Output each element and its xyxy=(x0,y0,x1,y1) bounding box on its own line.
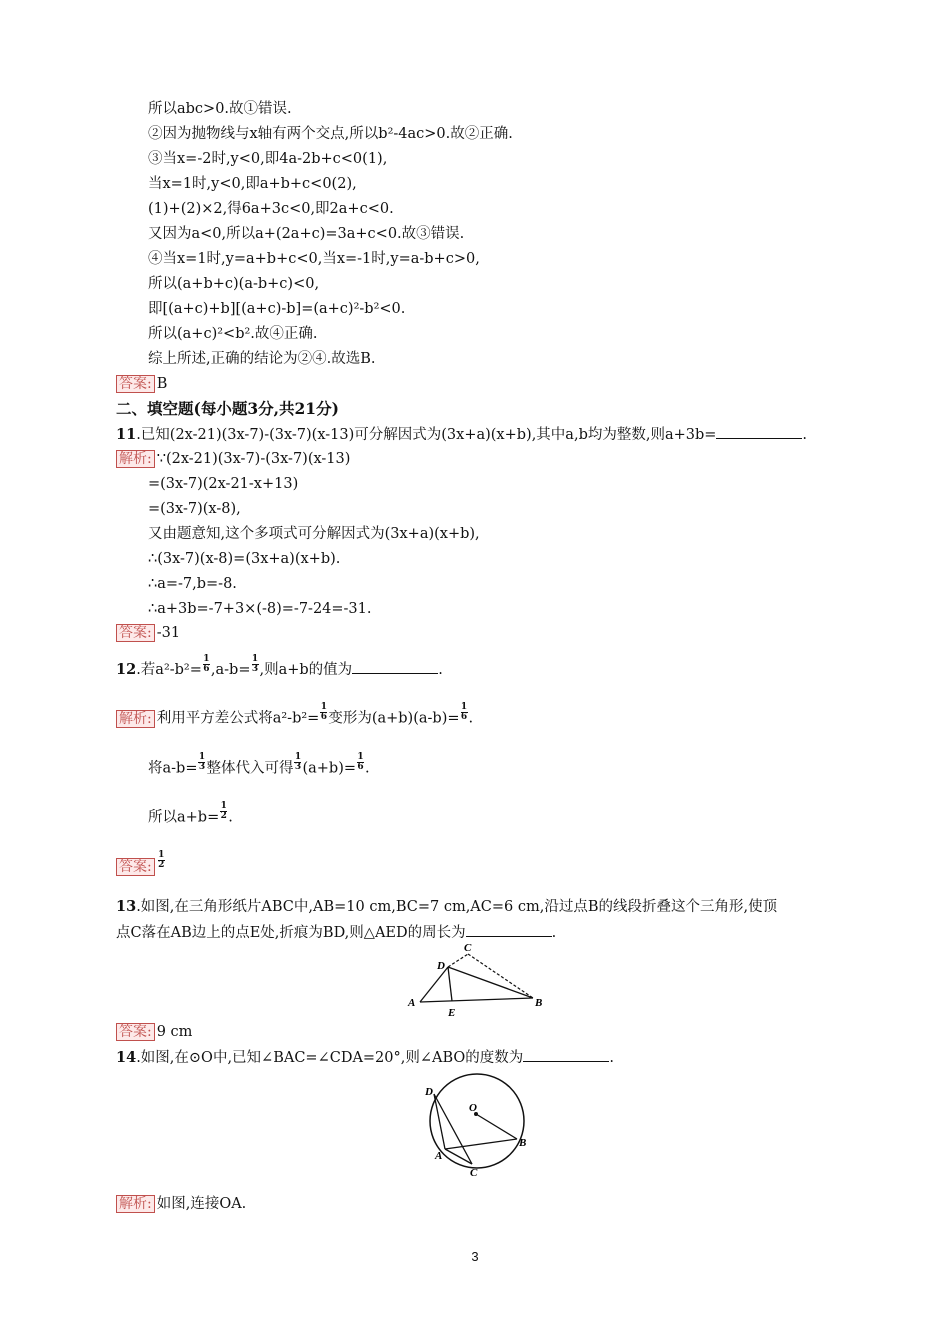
chord-ab xyxy=(445,1139,517,1149)
q12-stem: 12.若a²-b²= $\frac{1}{6}$ ,a-b= $\frac{1}{3}$ ,则a+b的值为 . xyxy=(116,653,443,678)
answer-tag: 答案: xyxy=(116,624,155,642)
q14-stem: 14.如图,在⊙O中,已知∠BAC=∠CDA=20°,则∠ABO的度数为 . xyxy=(116,1049,614,1066)
fraction: $\frac{1}{3}$ xyxy=(198,752,206,772)
page-number: 3 xyxy=(471,1249,479,1264)
q11-answer: -31 xyxy=(156,625,181,641)
analysis-tag: 解析: xyxy=(116,1195,155,1213)
circle-figure xyxy=(420,1064,540,1179)
q11-sol-2: =(3x-7)(2x-21-x+13) xyxy=(148,476,299,492)
label-o: O xyxy=(469,1102,477,1114)
sol-line-9: 即[(a+c)+b][(a+c)-b]=(a+c)²-b²<0. xyxy=(148,301,406,317)
radius-ob xyxy=(476,1114,517,1139)
label-a: A xyxy=(435,1150,443,1162)
q13-stem-1: 13.如图,在三角形纸片ABC中,AB=10 cm,BC=7 cm,AC=6 cm,沿过点B的线段折叠这个三角形,使顶 xyxy=(116,898,778,915)
sol-line-7: ④当x=1时,y=a+b+c<0,当x=-1时,y=a-b+c>0, xyxy=(148,251,480,267)
label-e: E xyxy=(448,1007,456,1019)
answer-tag: 答案: xyxy=(116,375,155,393)
q12-sol-2: 将a-b= $\frac{1}{3}$ 整体代入可得 $\frac{1}{3}$ (a+b)= $\frac{1}{6}$ . xyxy=(148,752,370,777)
q12-sol-3: 所以a+b= $\frac{1}{2}$ . xyxy=(148,801,233,826)
fraction: $\frac{1}{2}$ xyxy=(220,801,227,821)
triangle-figure xyxy=(400,940,550,1020)
q13-stem-2: 点C落在AB边上的点E处,折痕为BD,则△AED的周长为 . xyxy=(116,925,557,941)
fraction: $\frac{1}{3}$ xyxy=(251,653,259,674)
q12-answer-row xyxy=(116,850,166,876)
q13-answer: 9 cm xyxy=(156,1024,193,1040)
q13-answer-row xyxy=(116,1023,192,1041)
sol-line-2: ②因为抛物线与x轴有两个交点,所以b²-4ac>0.故②正确. xyxy=(148,126,513,142)
q11-sol-3: =(3x-7)(x-8), xyxy=(148,501,241,517)
q12-answer-fraction: $\frac{1}{2}$ xyxy=(158,850,165,870)
label-c: C xyxy=(464,942,472,954)
sol-line-1: 所以abc>0.故①错误. xyxy=(148,101,292,117)
q11-sol-4: 又由题意知,这个多项式可分解因式为(3x+a)(x+b), xyxy=(148,526,480,542)
segment-db xyxy=(448,967,533,998)
fraction: $\frac{1}{6}$ xyxy=(320,702,327,722)
label-c: C xyxy=(470,1167,478,1179)
answer-blank[interactable] xyxy=(716,425,802,439)
label-d: D xyxy=(425,1086,433,1098)
segment-cb xyxy=(468,954,533,998)
answer-tag: 答案: xyxy=(116,858,155,876)
fraction: $\frac{1}{6}$ xyxy=(460,702,468,722)
answer-blank[interactable] xyxy=(523,1048,609,1062)
segment-dc xyxy=(448,954,468,967)
q10-answer: B xyxy=(156,376,168,392)
label-b: B xyxy=(519,1137,527,1149)
q14-sol: 解析: 如图,连接OA. xyxy=(116,1195,246,1213)
q10-answer-row xyxy=(116,375,167,393)
q12-sol-1: 解析: 利用平方差公式将a²-b²= $\frac{1}{6}$ 变形为(a+b)(a-b)= $\frac{1}{6}$ . xyxy=(116,709,473,728)
q11-sol-7: ∴a+3b=-7+3×(-8)=-7-24=-31. xyxy=(148,601,372,617)
fraction: $\frac{1}{6}$ xyxy=(203,653,210,674)
q11-sol-6: ∴a=-7,b=-8. xyxy=(148,576,237,592)
fraction: $\frac{1}{6}$ xyxy=(357,752,364,772)
analysis-tag: 解析: xyxy=(116,450,155,468)
sol-line-5: (1)+(2)×2,得6a+3c<0,即2a+c<0. xyxy=(148,201,394,217)
sol-line-11: 综上所述,正确的结论为②④.故选B. xyxy=(148,351,376,367)
segment-ad xyxy=(420,967,448,1002)
circle-o xyxy=(430,1074,527,1168)
q11-sol-1: 解析: ∵(2x-21)(3x-7)-(3x-7)(x-13) xyxy=(116,450,350,468)
sol-line-6: 又因为a<0,所以a+(2a+c)=3a+c<0.故③错误. xyxy=(148,226,465,242)
segment-ab xyxy=(420,998,533,1002)
answer-blank[interactable] xyxy=(352,660,438,674)
q11-stem: 11.已知(2x-21)(3x-7)-(3x-7)(x-13)可分解因式为(3x+a)(x+b),其中a,b均为整数,则a+3b= . xyxy=(116,426,808,443)
q11-answer-row xyxy=(116,624,180,642)
sol-line-4: 当x=1时,y<0,即a+b+c<0(2), xyxy=(148,176,357,192)
label-d: D xyxy=(437,960,445,972)
label-a: A xyxy=(408,997,416,1009)
chord-da xyxy=(434,1094,445,1149)
q11-sol-5: ∴(3x-7)(x-8)=(3x+a)(x+b). xyxy=(148,551,341,567)
answer-tag: 答案: xyxy=(116,1023,155,1041)
fraction: $\frac{1}{3}$ xyxy=(294,752,302,772)
segment-de xyxy=(448,967,452,1001)
section-title: 二、填空题(每小题3分,共21分) xyxy=(116,399,339,418)
label-b: B xyxy=(535,997,543,1009)
answer-blank[interactable] xyxy=(466,923,552,937)
sol-line-10: 所以(a+c)²<b².故④正确. xyxy=(148,326,318,342)
sol-line-3: ③当x=-2时,y<0,即4a-2b+c<0(1), xyxy=(148,151,388,167)
analysis-tag: 解析: xyxy=(116,710,155,728)
sol-line-8: 所以(a+b+c)(a-b+c)<0, xyxy=(148,276,320,292)
